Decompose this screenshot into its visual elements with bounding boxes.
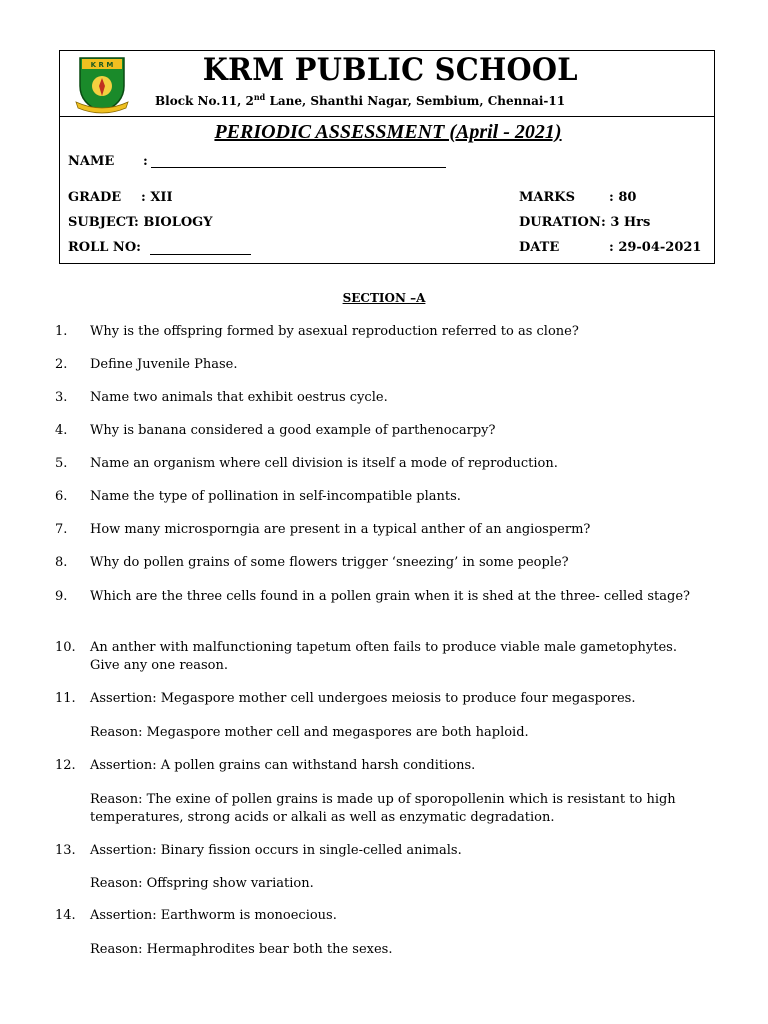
grade-label: GRADE (68, 190, 122, 205)
address-superscript: nd (253, 92, 266, 102)
reason-text: Reason: Hermaphrodites bear both the sexes. (90, 942, 393, 957)
school-address (155, 92, 565, 108)
reason-text: Reason: The exine of pollen grains is made up of sporopollenin which is resistant to high temperatures, strong acids or alkali as well as enzymatic degradation. (90, 792, 676, 825)
reason-text: Reason: Megaspore mother cell and megaspores are both haploid. (90, 725, 529, 740)
question-text: Name the type of pollination in self-incompatible plants. (90, 489, 461, 504)
question-text: Assertion: Binary fission occurs in single-celled animals. (90, 843, 462, 858)
question-text: Assertion: Megaspore mother cell undergoes meiosis to produce four megaspores. (90, 691, 636, 706)
section-title: SECTION –A (342, 291, 426, 305)
roll-no-blank-line[interactable] (150, 254, 251, 255)
question-number: 7. (55, 522, 68, 537)
question-text: Assertion: Earthworm is monoecious. (90, 908, 337, 923)
marks-value: : 80 (609, 190, 637, 205)
grade-value: : XII (141, 190, 173, 205)
question-number: 6. (55, 489, 68, 504)
question-text: An anther with malfunctioning tapetum often fails to produce viable male gametophytes. Give any one reason. (90, 640, 677, 673)
name-colon: : (143, 154, 148, 169)
name-blank-line[interactable] (151, 167, 446, 168)
question-number: 2. (55, 357, 68, 372)
school-name: KRM PUBLIC SCHOOL (202, 52, 578, 88)
logo-text: K R M (90, 61, 114, 69)
duration-label: DURATION (519, 215, 601, 230)
question-number: 12. (55, 758, 76, 773)
date-label: DATE (519, 240, 560, 255)
question-text: How many microsporngia are present in a typical anther of an angiosperm? (90, 522, 591, 537)
header-divider (60, 116, 714, 117)
question-number: 9. (55, 589, 68, 604)
question-number: 4. (55, 423, 68, 438)
header-box (59, 50, 715, 264)
roll-no-label: ROLL NO: (68, 240, 141, 255)
address-part1: Block No.11, 2 (155, 94, 254, 108)
question-text: Define Juvenile Phase. (90, 357, 238, 372)
date-value: : 29-04-2021 (609, 240, 702, 255)
name-label: NAME (68, 154, 115, 169)
address-part2: Lane, Shanthi Nagar, Sembium, Chennai-11 (265, 94, 566, 108)
question-number: 5. (55, 456, 68, 471)
marks-label: MARKS (519, 190, 575, 205)
question-text: Name two animals that exhibit oestrus cycle. (90, 390, 388, 405)
question-number: 14. (55, 908, 76, 923)
subject-label: SUBJECT (68, 215, 136, 230)
question-text: Which are the three cells found in a pollen grain when it is shed at the three- celled stage? (90, 589, 690, 604)
question-number: 10. (55, 640, 76, 655)
question-text: Why is banana considered a good example of parthenocarpy? (90, 423, 496, 438)
question-number: 1. (55, 324, 68, 339)
question-text: Why do pollen grains of some flowers trigger ‘sneezing’ in some people? (90, 555, 569, 570)
question-number: 8. (55, 555, 68, 570)
question-number: 3. (55, 390, 68, 405)
exam-title: PERIODIC ASSESSMENT (April - 2021) (214, 121, 562, 143)
question-number: 13. (55, 843, 76, 858)
subject-value: : BIOLOGY (134, 215, 213, 230)
question-text: Why is the offspring formed by asexual reproduction referred to as clone? (90, 324, 579, 339)
question-number: 11. (55, 691, 76, 706)
reason-text: Reason: Offspring show variation. (90, 876, 314, 891)
question-text: Assertion: A pollen grains can withstand harsh conditions. (90, 758, 476, 773)
question-text: Name an organism where cell division is itself a mode of reproduction. (90, 456, 558, 471)
duration-value: : 3 Hrs (601, 215, 651, 230)
